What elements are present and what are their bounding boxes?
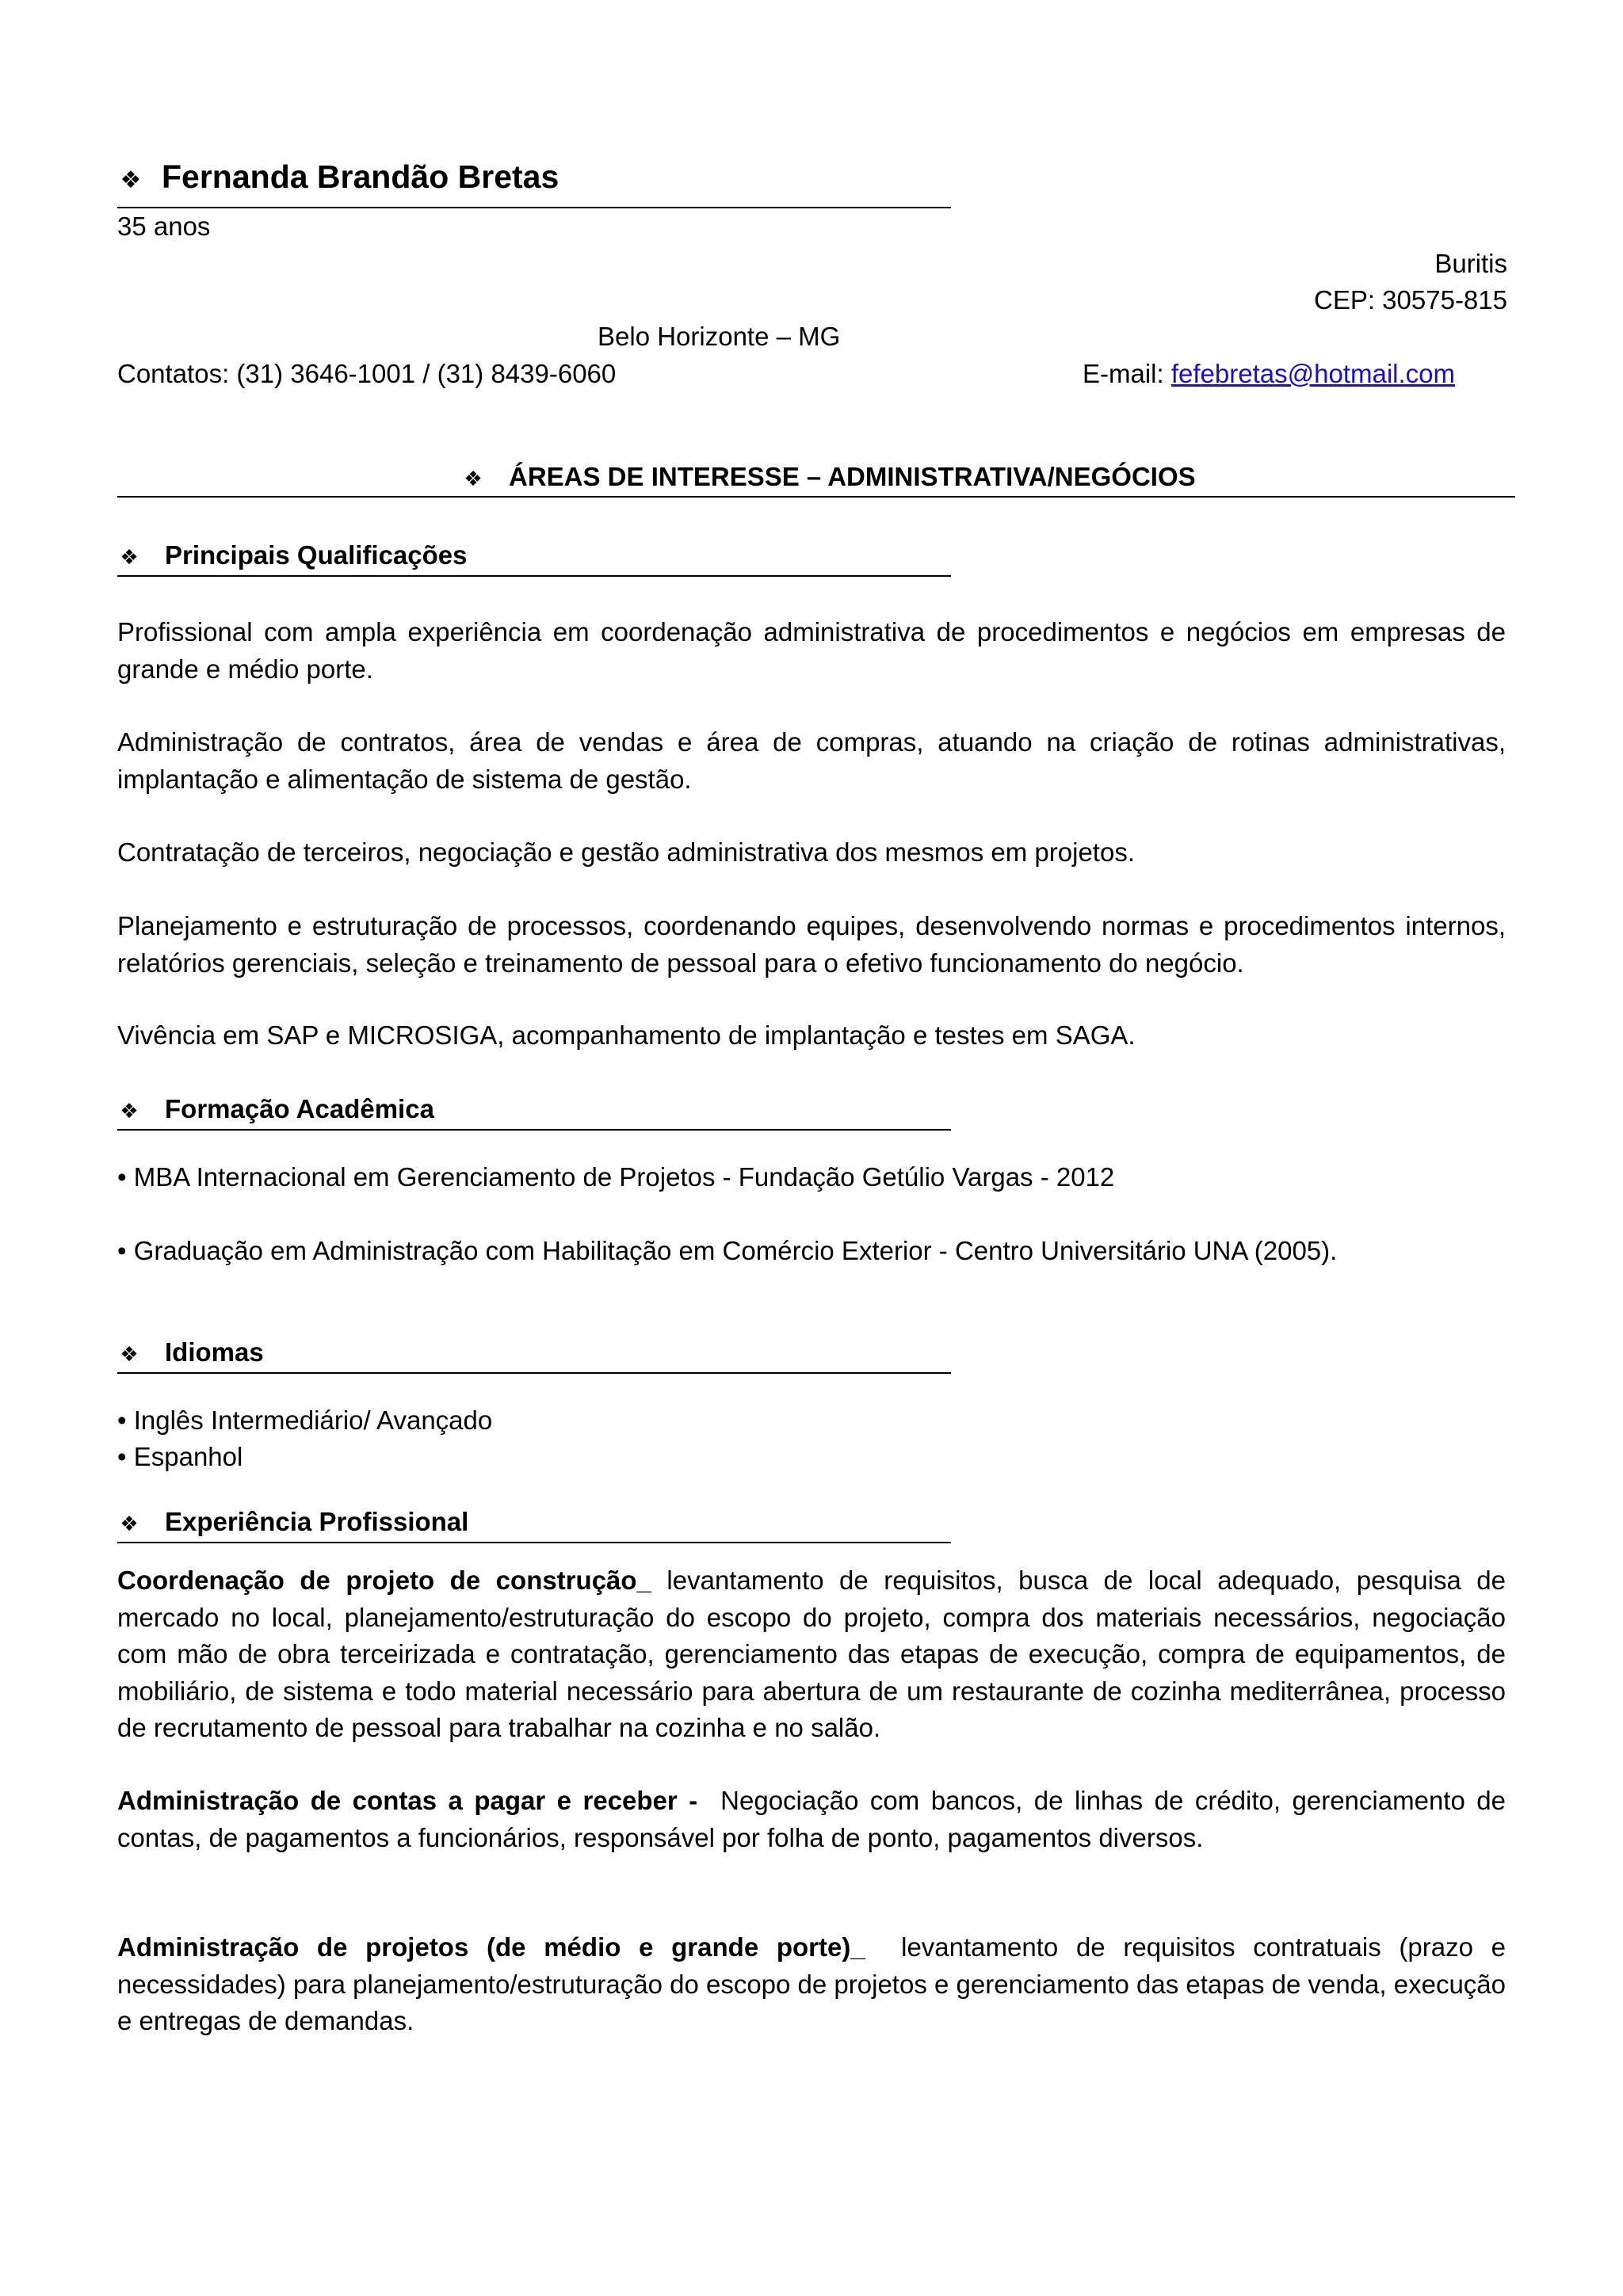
education-item: • Graduação em Administração com Habilitação em Comércio Exterior - Centro Universitário UNA (2005). <box>117 1236 1338 1265</box>
qualification-paragraph: Contratação de terceiros, negociação e gestão administrativa dos mesmos em projetos. <box>117 837 1135 867</box>
language-item: • Inglês Intermediário/ Avançado <box>117 1405 493 1435</box>
email-line <box>1083 356 1455 392</box>
qualifications-underline <box>117 575 951 577</box>
diamond-bullet-icon: ❖ <box>120 167 142 193</box>
section-title-qualifications: ❖ Principais Qualificações <box>117 537 468 575</box>
diamond-bullet-icon: ❖ <box>120 545 139 569</box>
qualification-paragraph: Planejamento e estruturação de processos, coordenando equipes, desenvolvendo normas e procedimentos internos, relatórios gerenciais, seleção e treinamento de pessoal para o efetivo funcionamento do negócio. <box>117 911 1506 978</box>
education-underline <box>117 1129 951 1131</box>
age: 35 anos <box>117 212 211 241</box>
diamond-bullet-icon: ❖ <box>120 1342 139 1366</box>
qualification-paragraph: Profissional com ampla experiência em coordenação administrativa de procedimentos e negócios em empresas de grande e médio porte. <box>117 617 1506 684</box>
cep: CEP: 30575-815 <box>1313 285 1507 315</box>
experience-entry-text: Negociação com bancos, de linhas de crédito, gerenciamento de contas, de pagamentos a funcionários, responsável por folha de ponto, pagamentos diversos. <box>117 1786 1514 1852</box>
section-title-experience: ❖ Experiência Profissional <box>117 1504 468 1542</box>
diamond-bullet-icon: ❖ <box>120 1512 139 1535</box>
diamond-bullet-icon: ❖ <box>464 467 483 490</box>
name-underline <box>117 207 951 208</box>
experience-entry-heading: Administração de contas a pagar e receber - <box>117 1786 698 1815</box>
neighborhood: Buritis <box>1434 249 1507 278</box>
experience-entry-heading: Administração de projetos (de médio e grande porte)_ <box>117 1932 865 1962</box>
experience-entry <box>117 1929 1514 2040</box>
section-title-languages: ❖ Idiomas <box>117 1334 264 1372</box>
experience-entry-heading: Coordenação de projeto de construção_ <box>117 1566 651 1595</box>
experience-entry-text: levantamento de requisitos contratuais (prazo e necessidades) para planejamento/estruturação do escopo de projetos e gerenciamento das etapas de venda, execução e entregas de demandas. <box>117 1932 1514 2035</box>
education-item: • MBA Internacional em Gerenciamento de Projetos - Fundação Getúlio Vargas - 2012 <box>117 1162 1115 1192</box>
language-item: • Espanhol <box>117 1442 243 1471</box>
section-title-education: ❖ Formação Acadêmica <box>117 1091 434 1129</box>
city: Belo Horizonte – MG <box>598 322 841 351</box>
email-link[interactable]: fefebretas@hotmail.com <box>1170 359 1455 388</box>
experience-entry <box>117 1562 1506 1747</box>
languages-underline <box>117 1372 951 1374</box>
experience-entry-text: levantamento de requisitos, busca de local adequado, pesquisa de mercado no local, planejamento/estruturação do escopo do projeto, compra dos materiais necessários, negociação com mão de obra terceirizada e contratação, gerenciamento das etapas de execução, compra de equipamentos, de mobiliário, de sistema e todo material necessário para abertura de um restaurante de cozinha mediterrânea, processo de recrutamento de pessoal para trabalhar na cozinha e no salão. <box>117 1566 1507 1742</box>
experience-underline <box>117 1542 951 1543</box>
contacts: Contatos: (31) 3646-1001 / (31) 8439-6060 <box>117 359 617 388</box>
experience-entry <box>117 1783 1514 1856</box>
email-label: E-mail: <box>1083 359 1171 388</box>
qualification-paragraph: Administração de contratos, área de vendas e área de compras, atuando na criação de rotinas administrativas, implantação e alimentação de sistema de gestão. <box>117 727 1506 794</box>
areas-underline <box>117 496 1515 498</box>
candidate-name: ❖ Fernanda Brandão Bretas <box>117 158 559 196</box>
diamond-bullet-icon: ❖ <box>120 1099 139 1123</box>
qualification-paragraph: Vivência em SAP e MICROSIGA, acompanhamento de implantação e testes em SAGA. <box>117 1020 1136 1050</box>
areas-of-interest-title: ❖ ÁREAS DE INTERESSE – ADMINISTRATIVA/NEGÓCIOS <box>461 459 1196 497</box>
